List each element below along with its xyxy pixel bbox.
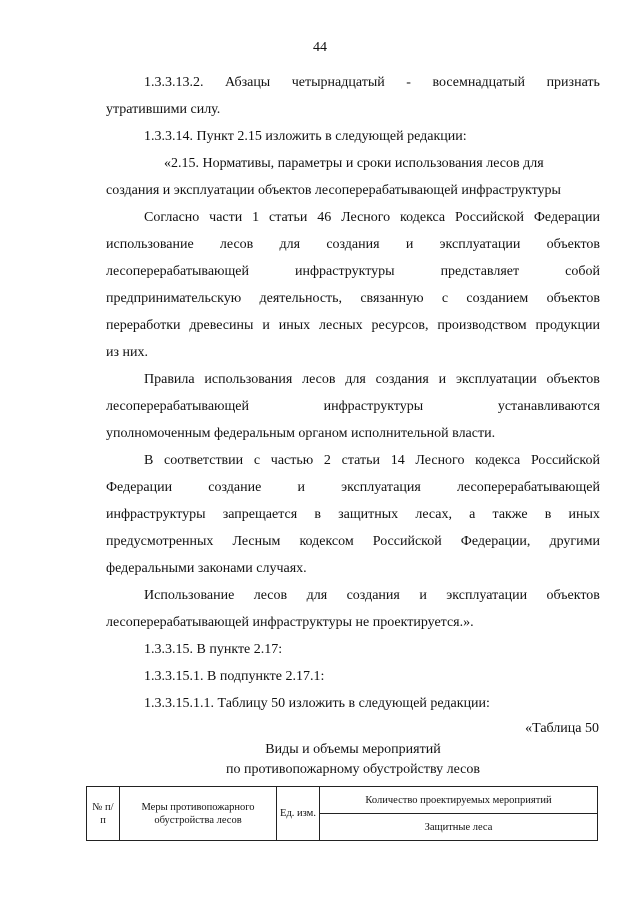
paragraph-line: использование лесов для создания и эксплуатации объектов: [106, 237, 600, 252]
paragraph-line: Использование лесов для создания и эксплуатации объектов: [144, 588, 600, 603]
col-header-measures: Меры противопожарного обустройства лесов: [120, 787, 277, 841]
col-header-unit: Ед. изм.: [277, 787, 320, 841]
paragraph-line: из них.: [106, 345, 149, 360]
paragraph-line: 1.3.3.15.1.1. Таблицу 50 изложить в следующей редакции:: [144, 696, 490, 711]
fire-measures-table: [86, 786, 598, 841]
paragraph-line: В соответствии с частью 2 статьи 14 Лесного кодекса Российской: [144, 453, 600, 468]
paragraph-line: Федерации создание и эксплуатация лесоперерабатывающей: [106, 480, 600, 495]
paragraph-line: лесоперерабатывающей инфраструктуры устанавливаются: [106, 399, 600, 414]
table-label: «Таблица 50: [525, 721, 599, 736]
page-number: 44: [313, 40, 327, 55]
paragraph-line: лесоперерабатывающей инфраструктуры представляет собой: [106, 264, 600, 279]
col-header-number: № п/п: [87, 787, 120, 841]
col-header-quantity: Количество проектируемых мероприятий: [320, 787, 598, 814]
paragraph-line: инфраструктуры запрещается в защитных лесах, а также в иных: [106, 507, 600, 522]
paragraph-line: 1.3.3.13.2. Абзацы четырнадцатый - восемнадцатый признать: [144, 75, 600, 90]
paragraph-line: 1.3.3.15. В пункте 2.17:: [144, 642, 283, 657]
paragraph-line: 1.3.3.15.1. В подпункте 2.17.1:: [144, 669, 325, 684]
paragraph-line: уполномоченным федеральным органом исполнительной власти.: [106, 426, 496, 441]
paragraph-line: предусмотренных Лесным кодексом Российской Федерации, другими: [106, 534, 600, 549]
paragraph-line: создания и эксплуатации объектов лесоперерабатывающей инфраструктуры: [106, 183, 561, 198]
table-subtitle: по противопожарному обустройству лесов: [226, 762, 480, 777]
paragraph-line: 1.3.3.14. Пункт 2.15 изложить в следующей редакции:: [144, 129, 467, 144]
table-title: Виды и объемы мероприятий: [265, 742, 441, 757]
col-header-protective-forests: Защитные леса: [320, 814, 598, 841]
paragraph-line: лесоперерабатывающей инфраструктуры не проектируется.».: [106, 615, 474, 630]
paragraph-line: утратившими силу.: [106, 102, 221, 117]
paragraph-line: переработки древесины и иных лесных ресурсов, производством продукции: [106, 318, 600, 333]
paragraph-line: федеральными законами случаях.: [106, 561, 307, 576]
paragraph-line: Правила использования лесов для создания и эксплуатации объектов: [144, 372, 600, 387]
paragraph-line: «2.15. Нормативы, параметры и сроки использования лесов для: [164, 156, 544, 171]
paragraph-line: предпринимательскую деятельность, связанную с созданием объектов: [106, 291, 600, 306]
paragraph-line: Согласно части 1 статьи 46 Лесного кодекса Российской Федерации: [144, 210, 600, 225]
